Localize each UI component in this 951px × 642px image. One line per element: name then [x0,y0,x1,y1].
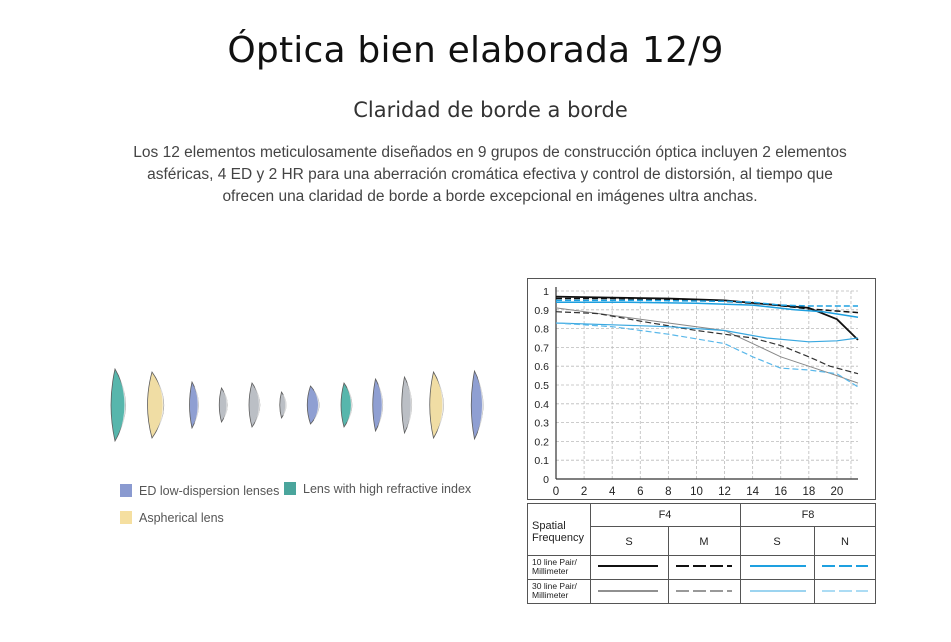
page-subtitle: Claridad de borde a borde [353,98,628,122]
row-10lp: 10 line Pair/ Millimeter [532,557,577,576]
description-line: Los 12 elementos meticulosamente diseñados en 9 grupos de construcción óptica incluyen 2 elementos [133,144,847,161]
mtf-legend-table [527,503,876,604]
legend-aspherical [120,511,224,525]
y-tick-label: 0.6 [534,361,549,374]
legend-hr [284,482,471,496]
y-tick-label: 0.1 [534,455,549,468]
col-f8-n: N [841,536,849,548]
hr-swatch [284,482,296,495]
line-style-swatches [528,504,876,604]
x-tick-label: 0 [552,486,560,498]
x-tick-label: 10 [690,486,703,498]
lens-element-diagram [105,365,505,445]
col-f8-s: S [773,536,781,548]
y-tick-label: 0.9 [534,304,549,317]
lens-element-ed [190,382,199,428]
lens-element-plain [402,377,412,433]
lens-element-aspherical [148,372,164,438]
legend-aspherical-label: Aspherical lens [139,511,224,525]
ed-swatch [120,484,132,497]
group-f8: F8 [801,509,815,521]
y-tick-label: 0.2 [534,436,549,449]
lens-element-ed [307,386,319,424]
lens-element-ed [373,379,383,431]
x-tick-label: 14 [746,486,760,498]
lens-element-aspherical [430,372,444,438]
y-tick-label: 1 [543,286,549,298]
x-tick-label: 4 [608,486,616,498]
description-line: asféricas, 4 ED y 2 HR para una aberración cromática efectiva y control de distorsión, al tiempo que [147,166,833,183]
x-tick-label: 2 [580,486,588,498]
y-tick-label: 0.7 [534,342,549,355]
y-tick-label: 0.4 [534,398,549,411]
x-tick-label: 6 [637,486,644,498]
aspherical-swatch [120,511,132,524]
lens-element-plain [249,383,260,427]
x-tick-label: 8 [665,486,672,498]
description [120,142,860,208]
x-tick-label: 20 [830,486,844,498]
y-tick-label: 0.3 [534,417,549,430]
x-tick-label: 16 [774,486,788,498]
legend-ed [120,484,279,498]
spatial-frequency-header: Spatial Frequency [532,520,584,544]
y-tick-label: 0.5 [534,380,549,392]
legend-ed-label: ED low-dispersion lenses [139,484,280,498]
col-f4-s: S [625,536,633,548]
row-30lp: 30 line Pair/ Millimeter [532,581,577,600]
lens-element-plain [280,392,286,418]
lens-element-plain [219,388,227,422]
col-f4-m: M [699,536,709,548]
y-tick-label: 0.8 [534,323,549,336]
lens-element-hr [341,383,352,427]
page-title: Óptica bien elaborada 12/9 [227,30,724,71]
description-line: ofrecen una claridad de borde a borde excepcional en imágenes ultra anchas. [222,188,758,205]
lens-element-hr [111,369,125,441]
y-tick-label: 0 [543,474,549,486]
x-tick-label: 18 [802,486,816,498]
x-tick-label: 12 [718,486,731,498]
mtf-chart [527,278,877,501]
legend-hr-label: Lens with high refractive index [303,482,472,496]
group-f4: F4 [658,509,672,521]
lens-element-ed [471,371,483,439]
